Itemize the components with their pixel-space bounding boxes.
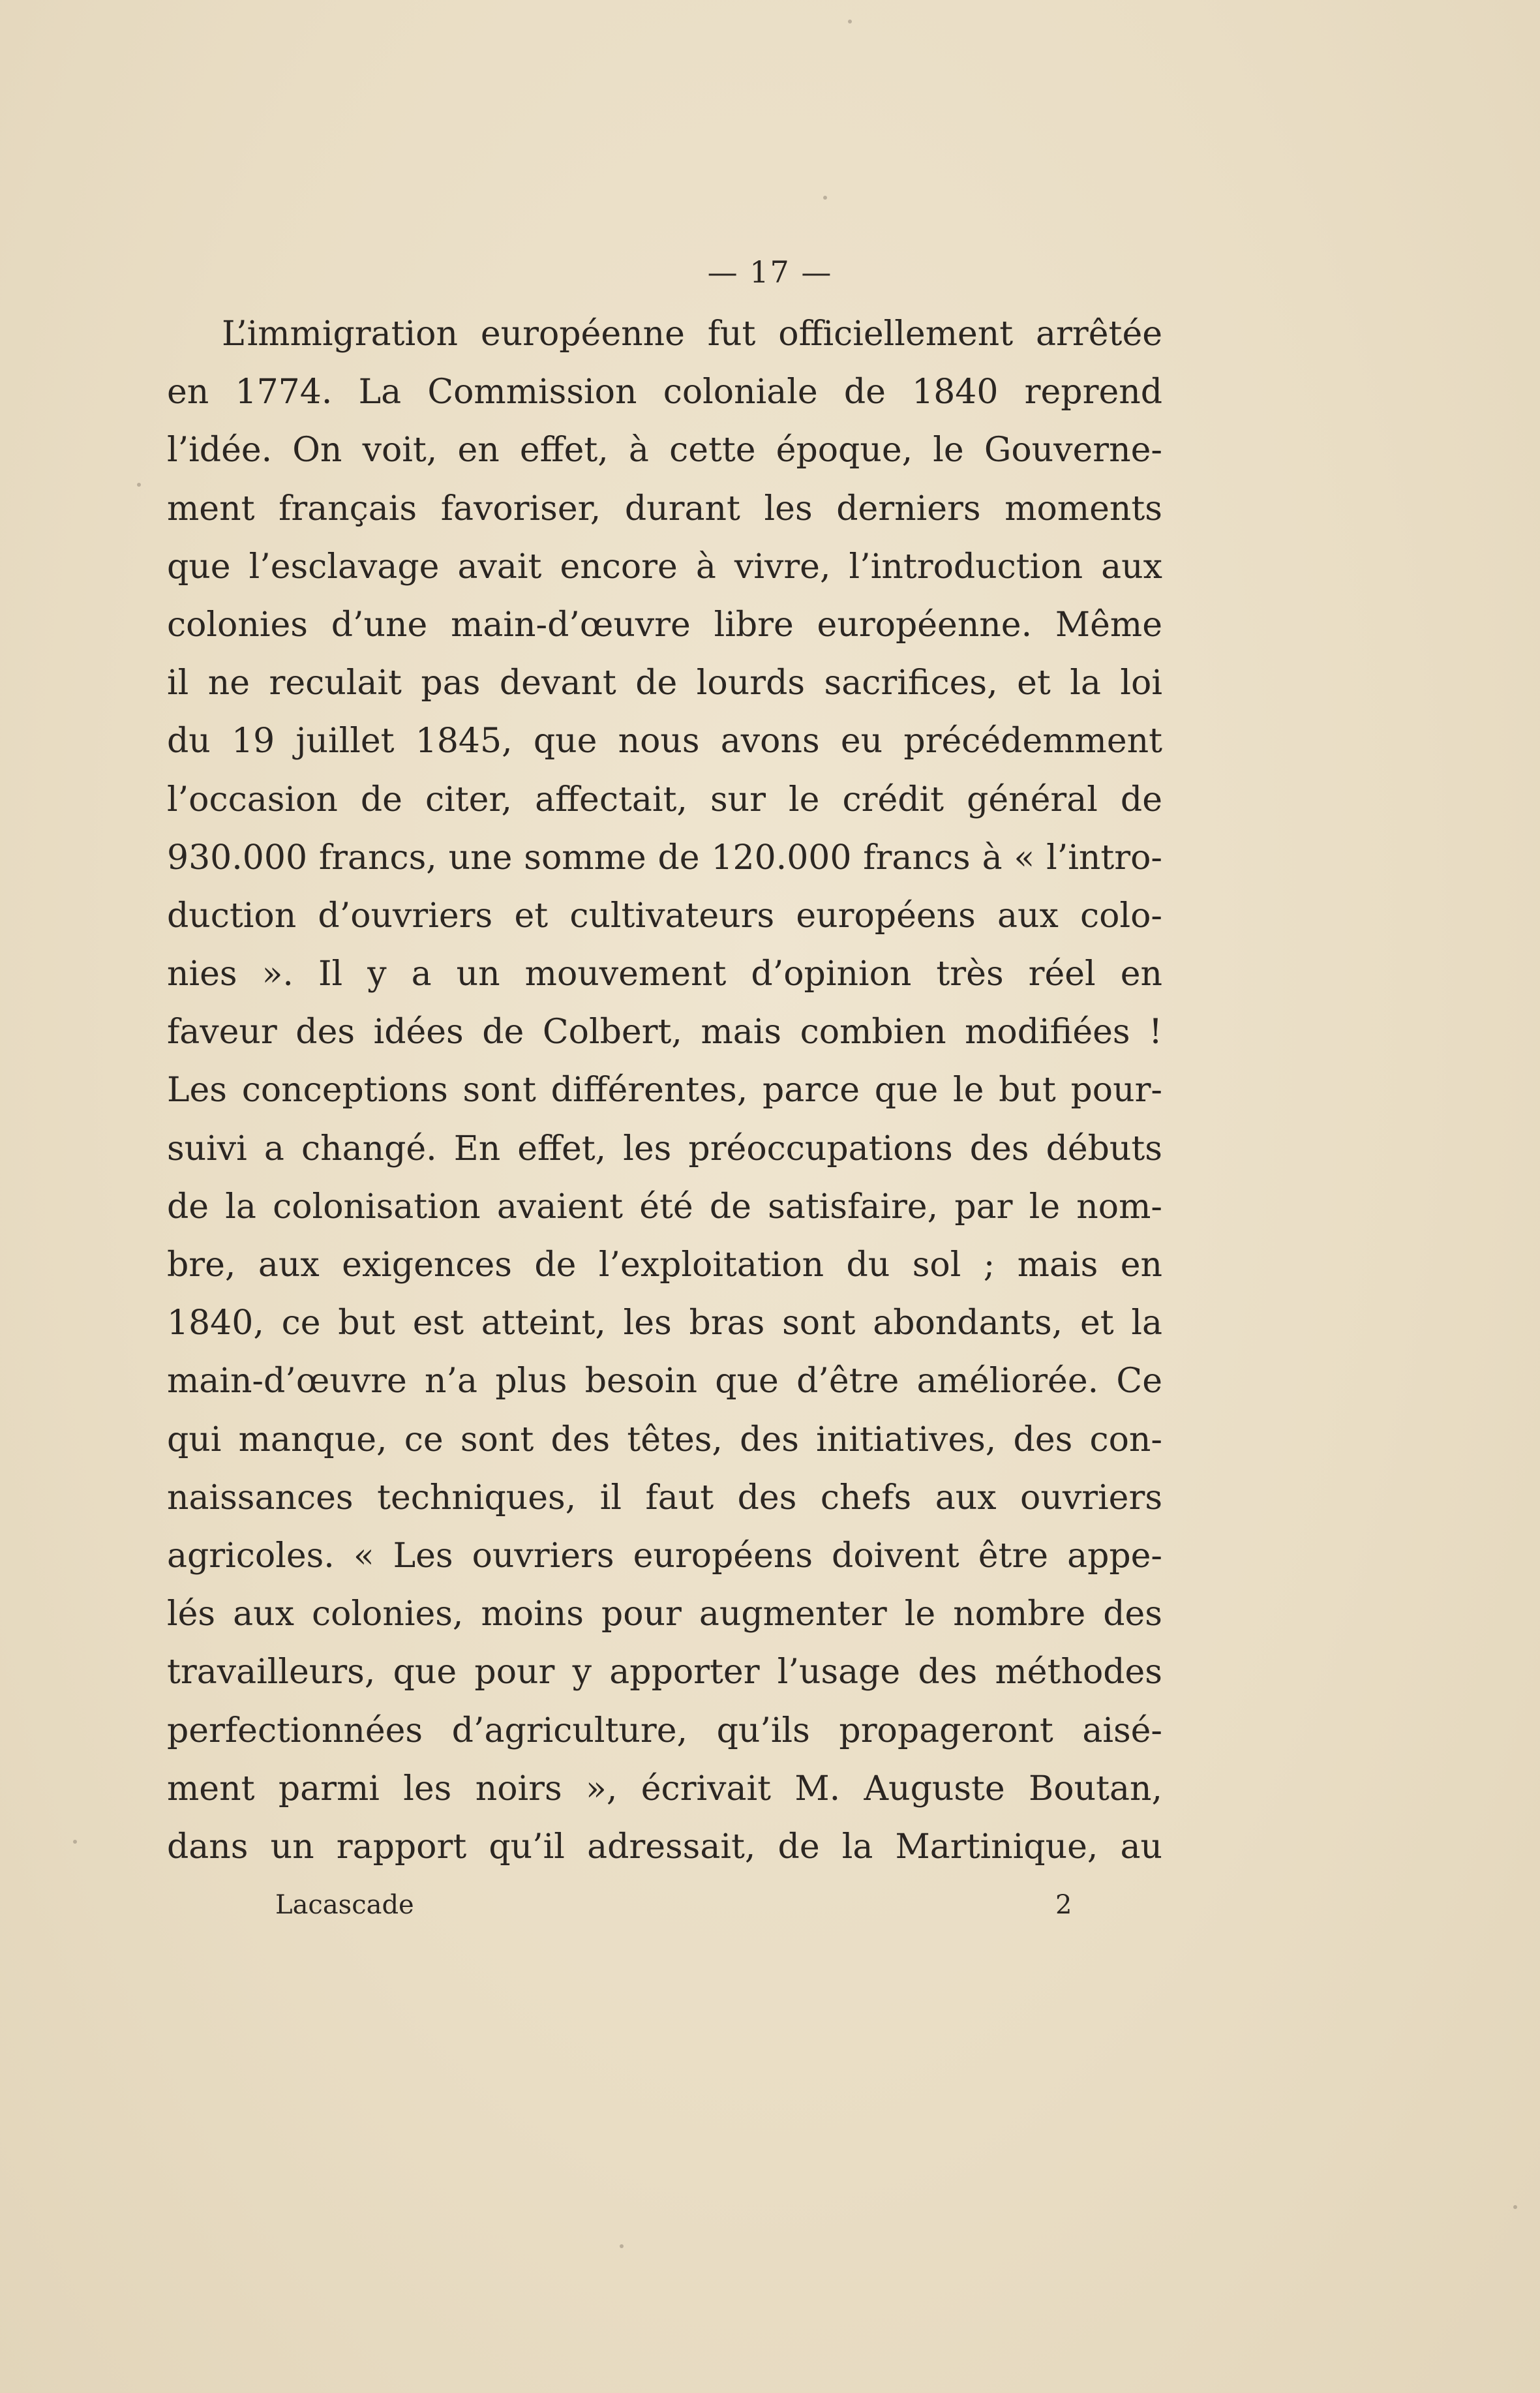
- footer-signature-mark: 2: [1055, 1890, 1072, 1920]
- text-line: naissances techniques, il faut des chefs aux ouvriers: [167, 1478, 1162, 1517]
- body-text: [167, 305, 1162, 1876]
- page-footer: [0, 1885, 1540, 1925]
- text-line: nies ». Il y a un mouvement d’opinion très réel en: [167, 954, 1162, 994]
- paper-speck: [137, 483, 141, 487]
- text-line: 1840, ce but est atteint, les bras sont abondants, et la: [167, 1303, 1162, 1343]
- text-line: lés aux colonies, moins pour augmenter le nombre des: [167, 1594, 1162, 1634]
- text-line: l’occasion de citer, affectait, sur le crédit général de: [167, 780, 1162, 819]
- text-line: l’idée. On voit, en effet, à cette époque, le Gouverne-: [167, 431, 1162, 470]
- text-line: travailleurs, que pour y apporter l’usage des méthodes: [167, 1653, 1162, 1692]
- text-line: que l’esclavage avait encore à vivre, l’introduction aux: [167, 547, 1162, 587]
- text-line: Les conceptions sont différentes, parce que le but pour-: [167, 1071, 1162, 1110]
- text-line: de la colonisation avaient été de satisfaire, par le nom-: [167, 1187, 1162, 1227]
- text-line: ment français favoriser, durant les derniers moments: [167, 489, 1162, 528]
- text-line: duction d’ouvriers et cultivateurs européens aux colo-: [167, 896, 1162, 936]
- text-line: L’immigration européenne fut officiellement arrêtée: [222, 314, 1162, 354]
- paper-speck: [73, 1840, 77, 1844]
- paper-speck: [823, 196, 827, 200]
- text-line: bre, aux exigences de l’exploitation du sol ; mais en: [167, 1245, 1162, 1285]
- paper-speck: [848, 20, 852, 23]
- paper-speck: [1513, 2205, 1517, 2209]
- text-line: faveur des idées de Colbert, mais combien modifiées !: [167, 1013, 1162, 1052]
- text-line: du 19 juillet 1845, que nous avons eu précédemment: [167, 722, 1162, 761]
- text-line: colonies d’une main-d’œuvre libre européenne. Même: [167, 605, 1162, 645]
- text-line: agricoles. « Les ouvriers européens doivent être appe-: [167, 1536, 1162, 1576]
- text-line: suivi a changé. En effet, les préoccupations des débuts: [167, 1129, 1162, 1168]
- text-line: en 1774. La Commission coloniale de 1840 reprend: [167, 373, 1162, 412]
- page-number: — 17 —: [707, 254, 833, 290]
- paper-speck: [620, 2244, 624, 2248]
- text-line: 930.000 francs, une somme de 120.000 francs à « l’intro-: [167, 838, 1162, 877]
- text-line: ment parmi les noirs », écrivait M. Auguste Boutan,: [167, 1769, 1162, 1808]
- text-line: dans un rapport qu’il adressait, de la Martinique, au: [167, 1827, 1162, 1867]
- text-line: perfectionnées d’agriculture, qu’ils propageront aisé-: [167, 1711, 1162, 1750]
- text-line: main-d’œuvre n’a plus besoin que d’être améliorée. Ce: [167, 1362, 1162, 1401]
- text-line: qui manque, ce sont des têtes, des initiatives, des con-: [167, 1420, 1162, 1459]
- footer-author: Lacascade: [275, 1890, 414, 1920]
- text-line: il ne reculait pas devant de lourds sacrifices, et la loi: [167, 663, 1162, 703]
